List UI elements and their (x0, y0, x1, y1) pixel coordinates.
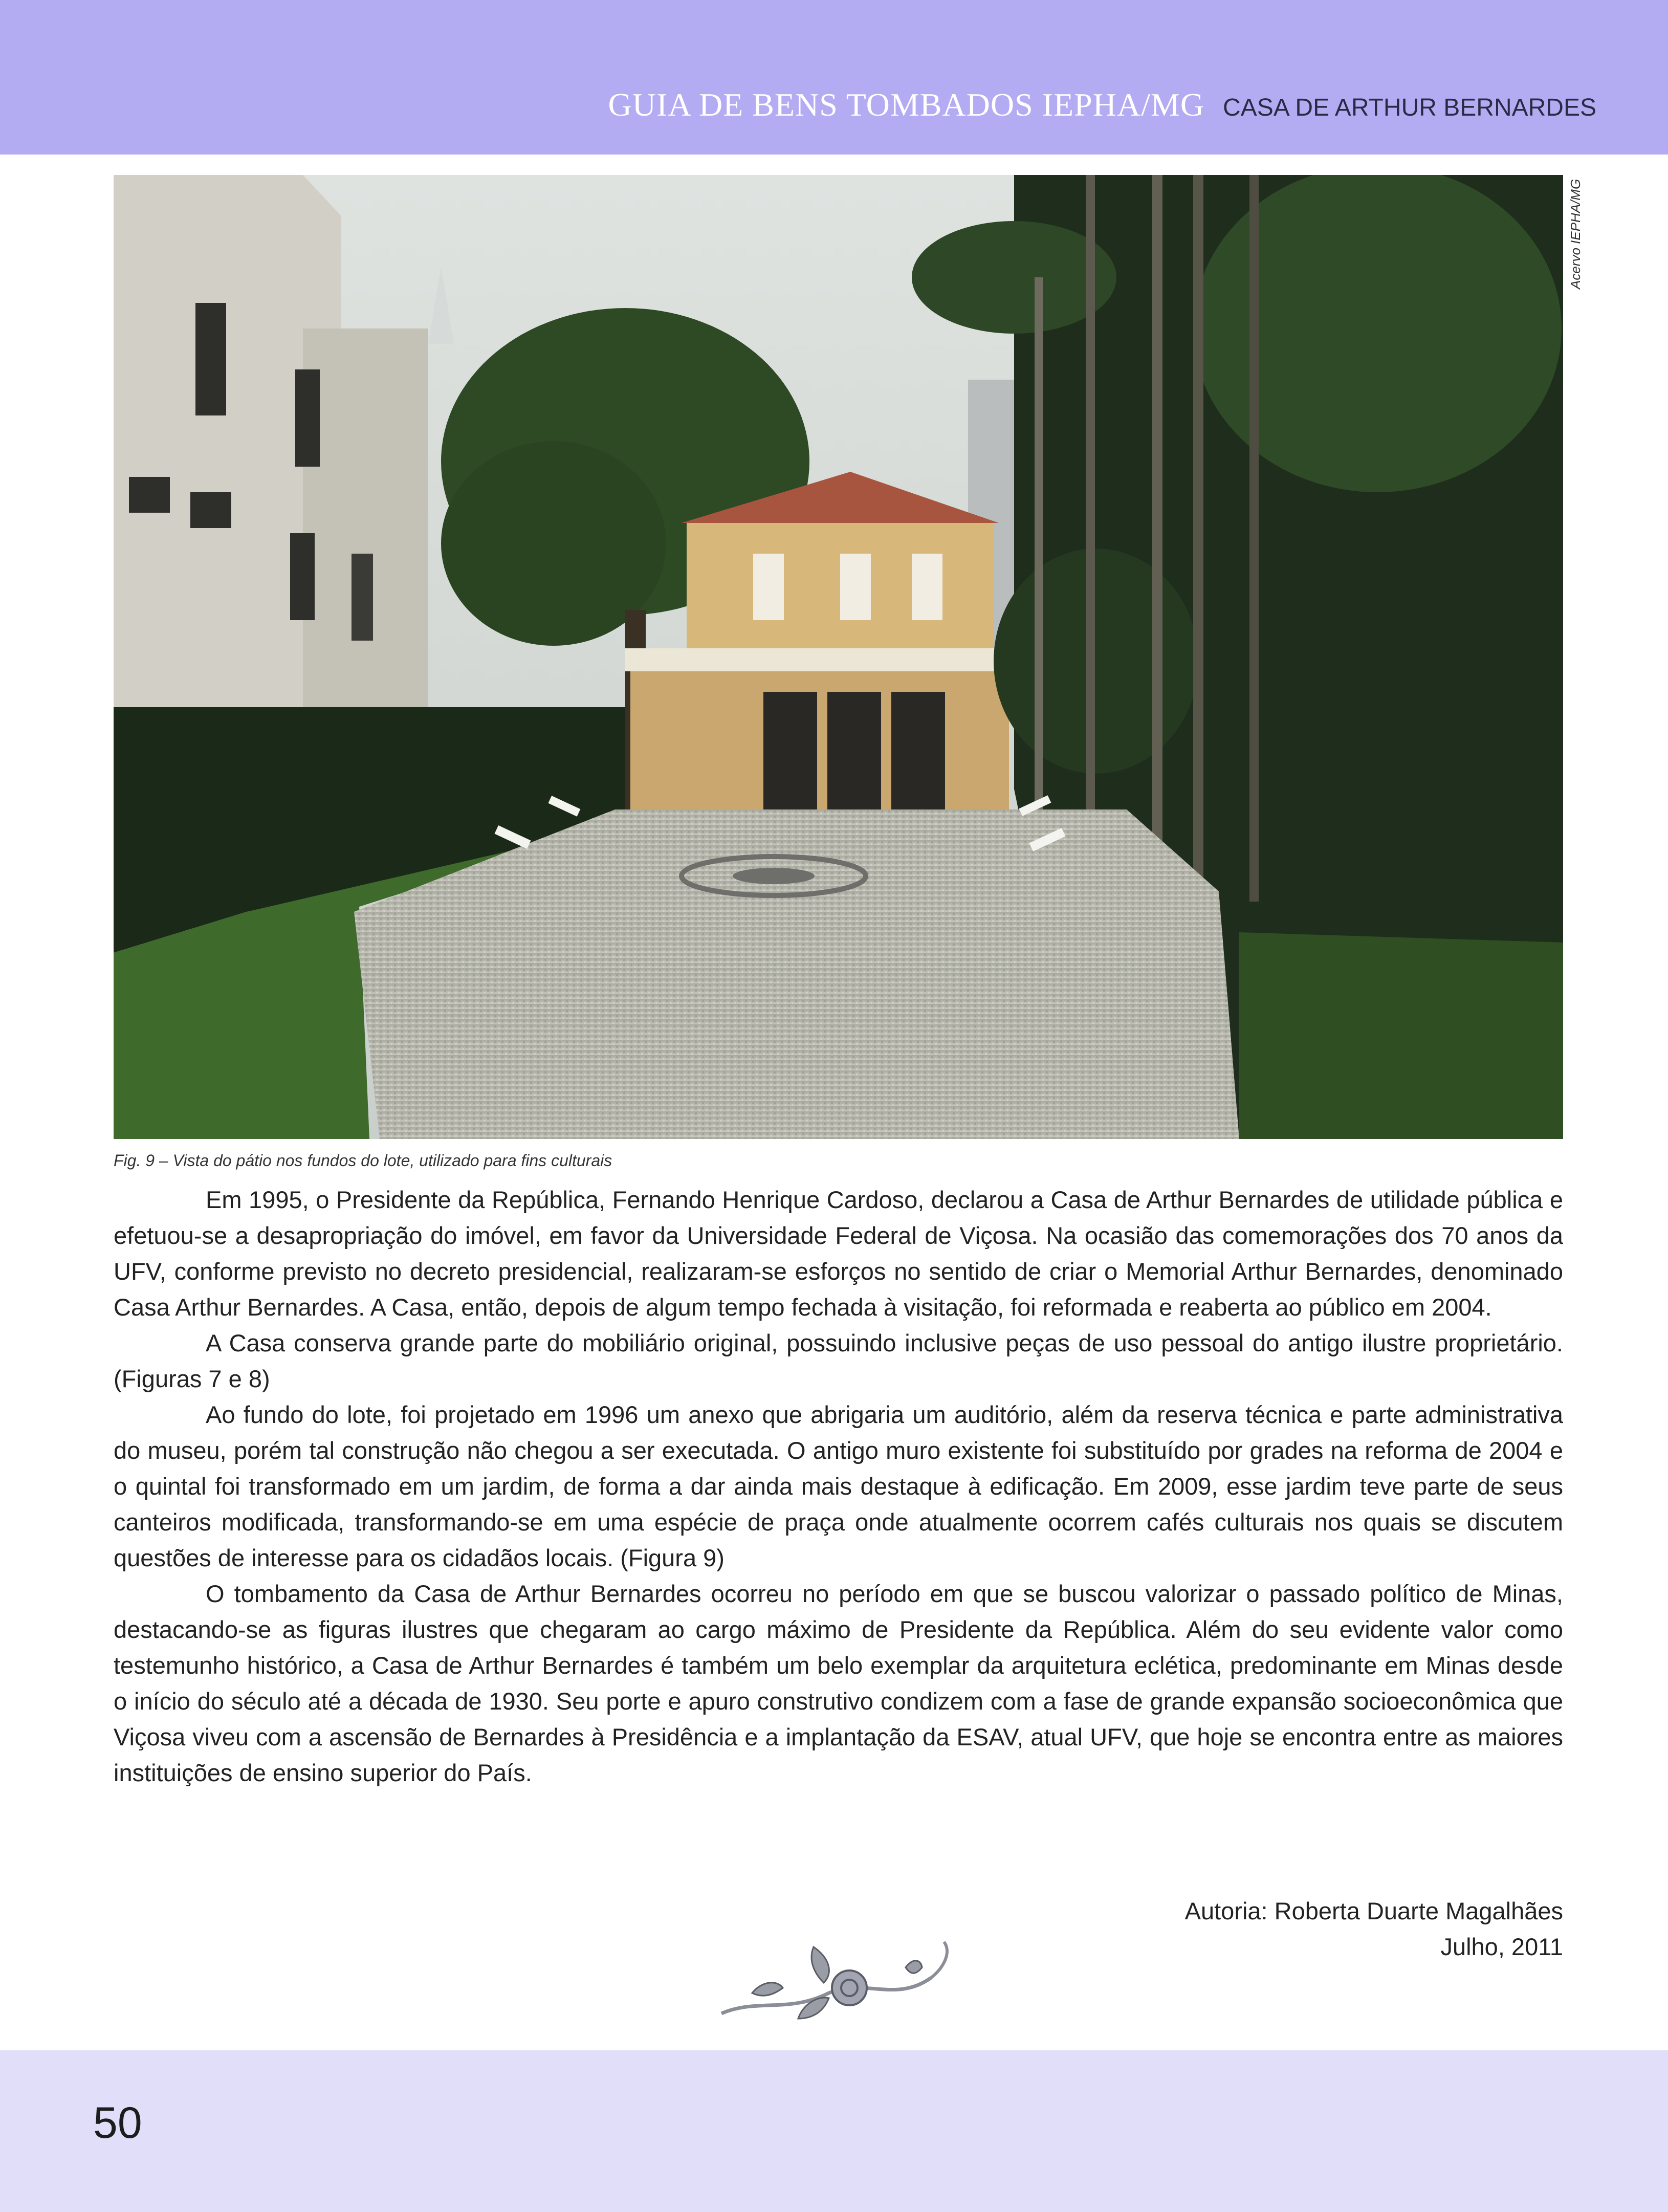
paragraph: Ao fundo do lote, foi projetado em 1996 um anexo que abrigaria um auditório, além da reserva técnica e parte administrativa do museu, porém tal construção não chegou a ser executada. O antigo muro existente foi substituído por grades na reforma de 2004 e o quintal foi transformado em um jardim, de forma a dar ainda mais destaque à edificação. Em 2009, esse jardim teve parte de seus canteiros modificada, transformando-se em uma espécie de praça onde atualmente ocorrem cafés culturais nos quais se discutem questões de interesse para os cidadãos locais. (Figura 9) (114, 1401, 1563, 1571)
figure-caption: Fig. 9 – Vista do pátio nos fundos do lote, utilizado para fins culturais (114, 1151, 612, 1170)
footer-band (0, 2050, 1668, 2212)
paragraph: A Casa conserva grande parte do mobiliário original, possuindo inclusive peças de uso pessoal do antigo ilustre proprietário. (Figuras 7 e 8) (114, 1329, 1563, 1392)
author-block (1185, 1893, 1563, 1965)
header-band (0, 0, 1668, 155)
courtyard-photo (114, 175, 1563, 1139)
paragraph: O tombamento da Casa de Arthur Bernardes ocorreu no período em que se buscou valorizar o passado político de Minas, destacando-se as figuras ilustres que chegaram ao cargo máximo de Presidente da República. Além do seu evidente valor como testemunho histórico, a Casa de Arthur Bernardes é também um belo exemplar da arquitetura eclética, predominante em Minas desde o início do século até a década de 1930. Seu porte e apuro construtivo condizem com a fase de grande expansão socioeconômica que Viçosa viveu com a ascensão de Bernardes à Presidência e a implantação da ESAV, atual UFV, que hoje se encontra entre as maiores instituições de ensino superior do País. (114, 1580, 1563, 1786)
page-number: 50 (93, 2098, 142, 2148)
rose-ornament-icon (711, 1937, 972, 2039)
guide-title: GUIA DE BENS TOMBADOS IEPHA/MG (608, 86, 1205, 123)
author-byline: Autoria: Roberta Duarte Magalhães (1184, 1897, 1563, 1924)
running-header (608, 86, 1597, 124)
article-body (114, 1182, 1563, 1791)
photo-credit: Acervo IEPHA/MG (1568, 179, 1583, 290)
publication-date: Julho, 2011 (1440, 1933, 1563, 1960)
property-title: CASA DE ARTHUR BERNARDES (1223, 94, 1596, 121)
paragraph: Em 1995, o Presidente da República, Fernando Henrique Cardoso, declarou a Casa de Arthur Bernardes de utilidade pública e efetuou-se a desapropriação do imóvel, em favor da Universidade Federal de Viçosa. Na ocasião das comemorações dos 70 anos da UFV, conforme previsto no decreto presidencial, realizaram-se esforços no sentido de criar o Memorial Arthur Bernardes, denominado Casa Arthur Bernardes. A Casa, então, depois de algum tempo fechada à visitação, foi reformada e reaberta ao público em 2004. (114, 1186, 1563, 1321)
